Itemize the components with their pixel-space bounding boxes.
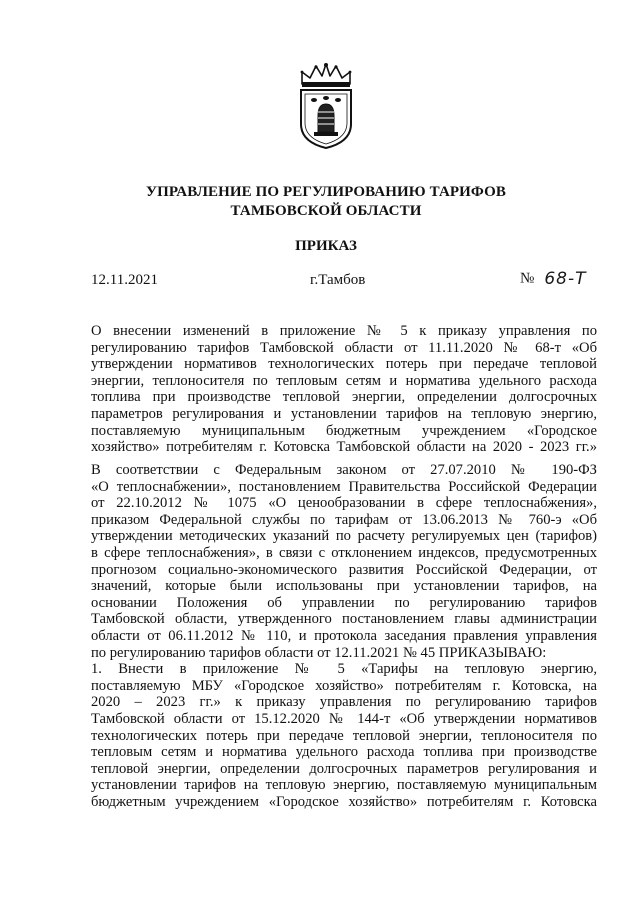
- subject-line: хозяйство» потребителям г. Котовска Тамбовской области на 2020 - 2023 гг.»: [91, 439, 597, 456]
- body-line: установлении тарифов на тепловую энергию, поставляемую муниципальным: [91, 777, 597, 794]
- body-line: области от 06.11.2012 № 110, и протокола заседания правления управления: [91, 627, 597, 644]
- subject-line: регулированию тарифов Тамбовской области от 11.11.2020 № 68-т «Об: [91, 339, 597, 356]
- body-line: тепловой энергии, определении долгосрочных параметров регулирования и: [91, 760, 597, 777]
- number-label: №: [520, 270, 535, 287]
- document-number: [520, 268, 586, 289]
- body-line: по регулированию тарифов области от 12.11.2021 № 45 ПРИКАЗЫВАЮ:: [91, 644, 547, 661]
- body-line: технологических потерь при передаче тепловой энергии, теплоносителя по: [91, 727, 597, 744]
- subject-line: параметров регулирования и установлении тарифов на тепловую энергию,: [91, 405, 597, 422]
- body-line: основании Положения об управлении по регулированию тарифов: [91, 594, 597, 611]
- document-date: 12.11.2021: [91, 272, 158, 288]
- body-line: поставляемую МБУ «Городское хозяйство» потребителям г. Котовска, на: [91, 677, 597, 694]
- body-line: приказом Федеральной службы по тарифам от 13.06.2013 № 760-э «Об: [91, 511, 597, 528]
- subject-line: О внесении изменений в приложение № 5 к приказу управления по: [91, 323, 597, 339]
- body-line: в сфере теплоснабжения», в связи с отклонением индексов, предусмотренных: [91, 544, 597, 561]
- authority-name-line1: УПРАВЛЕНИЕ ПО РЕГУЛИРОВАНИЮ ТАРИФОВ: [146, 184, 506, 200]
- body-line: 2020 – 2023 гг.» к приказу управления по регулированию тарифов: [91, 694, 597, 711]
- coat-of-arms-emblem: [296, 62, 356, 150]
- body-line: Тамбовской области, утвержденного постановлением главы администрации: [91, 611, 597, 628]
- body-line: 1. Внести в приложение № 5 «Тарифы на тепловую энергию,: [91, 661, 597, 678]
- order-body: [91, 462, 597, 810]
- body-line: бюджетным учреждением «Городское хозяйство» потребителям г. Котовска: [91, 793, 597, 810]
- body-line: значений, которые были использованы при установлении тарифов, на: [91, 578, 597, 595]
- body-line: от 22.10.2012 № 1075 «О ценообразовании в сфере теплоснабжения»,: [91, 495, 597, 512]
- subject-line: утверждении нормативов технологических потерь при передаче тепловой: [91, 356, 597, 373]
- subject-line: топлива при производстве тепловой энергии, определении долгосрочных: [91, 389, 597, 406]
- handwritten-number: 68-Т: [544, 268, 587, 289]
- body-line: утверждении методических указаний по расчету регулируемых цен (тарифов): [91, 528, 597, 545]
- subject-line: энергии, теплоносителя по тепловым сетям и норматива удельного расхода: [91, 372, 597, 389]
- document-type-heading: ПРИКАЗ: [295, 238, 357, 254]
- document-city: г.Тамбов: [310, 272, 366, 288]
- body-line: Тамбовской области от 15.12.2020 № 144-т «Об утверждении нормативов: [91, 710, 597, 727]
- subject-line: поставляемую муниципальным бюджетным учреждением «Городское: [91, 422, 597, 439]
- order-subject: [91, 323, 597, 456]
- authority-name-line2: ТАМБОВСКОЙ ОБЛАСТИ: [230, 203, 422, 219]
- body-line: прогнозом социально-экономического развития Российской Федерации, от: [91, 561, 597, 578]
- body-line: «О теплоснабжении», постановлением Правительства Российской Федерации: [91, 478, 597, 495]
- body-line: В соответствии с Федеральным законом от 27.07.2010 № 190-ФЗ: [91, 462, 597, 478]
- body-line: тепловым сетям и норматива удельного расхода топлива при производстве: [91, 744, 597, 761]
